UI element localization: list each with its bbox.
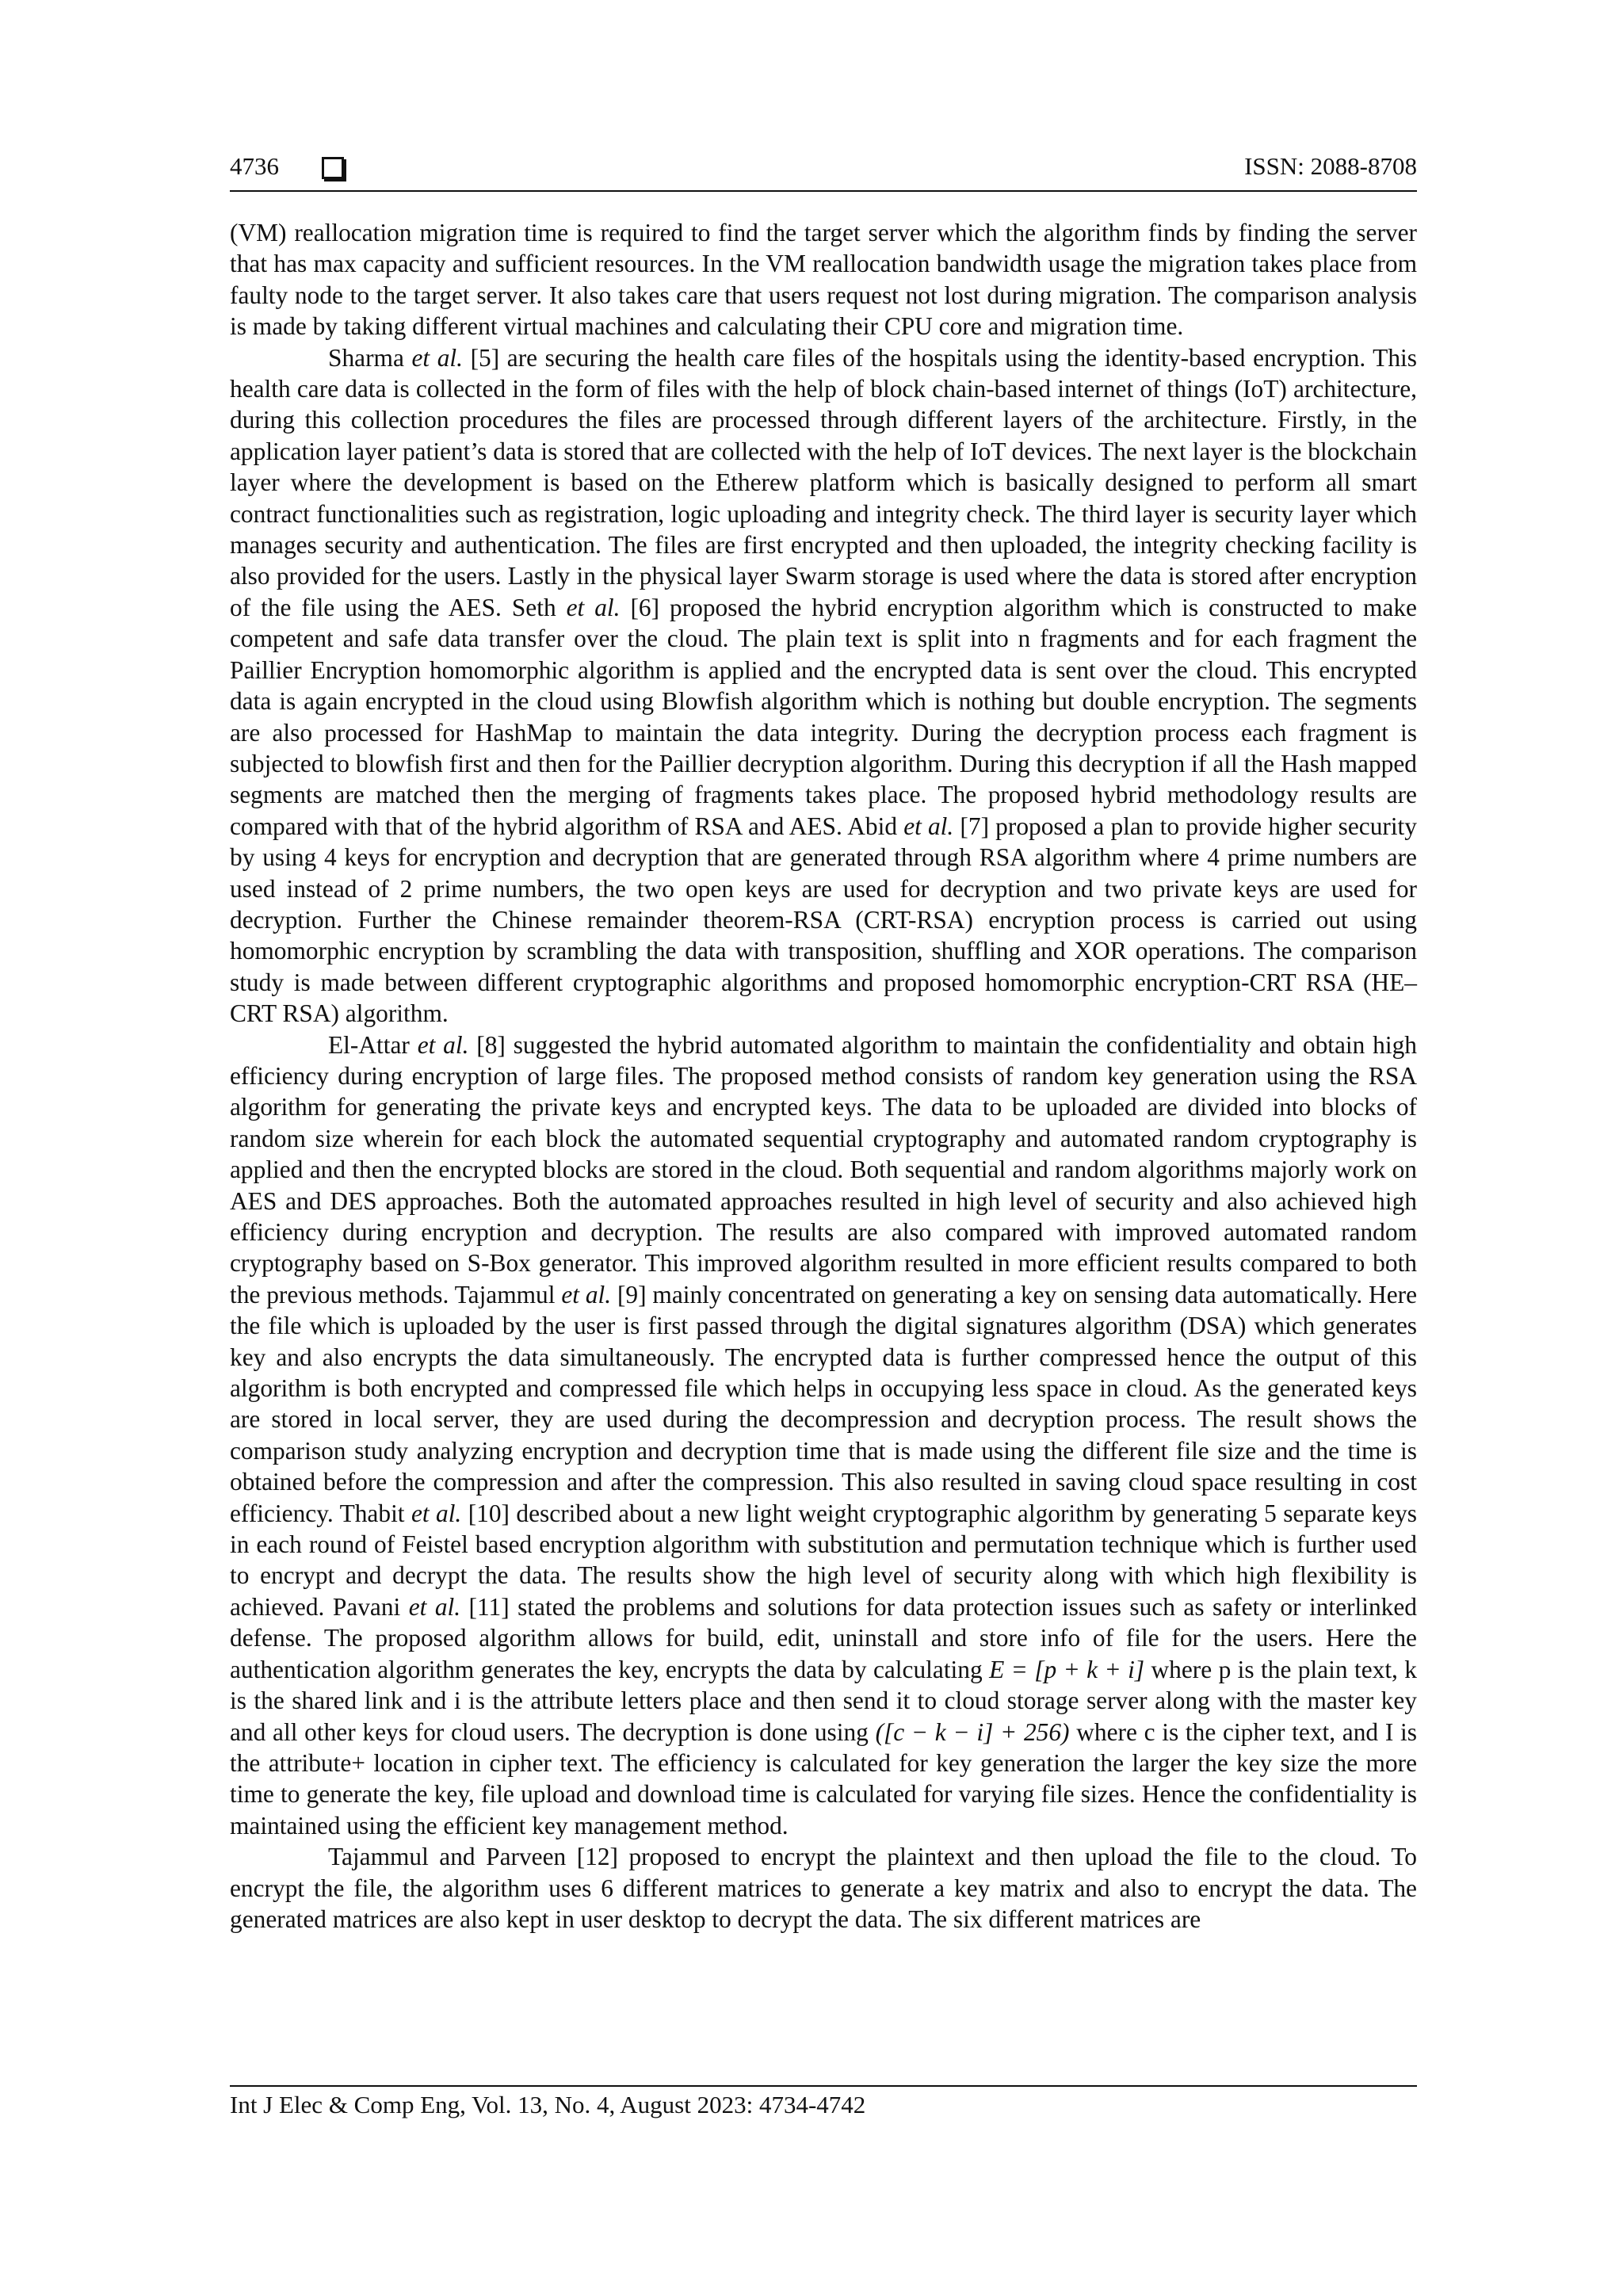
paragraph-4: Tajammul and Parveen [12] proposed to encrypt the plaintext and then upload the file to the cloud. To encrypt the file, the algorithm uses 6 different matrices to generate a key matrix and also to encrypt the data. The generated matrices are also kept in user desktop to decrypt the data. The six different matrices are	[230, 1843, 1417, 1933]
page-number: 4736	[230, 152, 279, 180]
text-run: [6] proposed the hybrid encryption algorithm which is constructed to make competent and safe data transfer over the cloud. The plain text is split into n fragments and for each fragment the Paillier Encryption homomorphic algorithm is applied and the encrypted data is sent over the cloud. This encrypted data is again encrypted in the cloud using Blowfish algorithm which is nothing but double encryption. The segments are also processed for HashMap to maintain the data integrity. During the decryption process each fragment is subjected to blowfish first and then for the Paillier decryption algorithm. During this decryption if all the Hash mapped segments are matched then the merging of fragments takes place. The proposed hybrid methodology results are compared with that of the hybrid algorithm of RSA and AES. Abid	[230, 593, 1417, 840]
footer-citation: Int J Elec & Comp Eng, Vol. 13, No. 4, August 2023: 4734-4742	[230, 2091, 866, 2118]
text-run: [9] mainly concentrated on generating a key on sensing data automatically. Here the file which is uploaded by the user is first passed through the digital signatures algorithm (DSA) which generates key and also encrypts the data simultaneously. The encrypted data is further compressed hence the output of this algorithm is both encrypted and compressed file which helps in occupying less space in cloud. As the generated keys are stored in local server, they are used during the decompression and decryption process. The result shows the comparison study analyzing encryption and decryption time that is made using the different file size and the time is obtained before the compression and after the compression. This also resulted in saving cloud space resulting in cost efficiency. Thabit	[230, 1280, 1418, 1527]
equation-decryption: ([c − k − i] + 256)	[875, 1717, 1070, 1746]
header-rule	[230, 190, 1417, 192]
et-al: et al.	[417, 1030, 469, 1059]
paragraph-3	[230, 1030, 1417, 1842]
et-al: et al.	[411, 1499, 462, 1527]
footer-rule	[230, 2085, 1417, 2087]
checkbox-square-icon	[322, 157, 344, 179]
text-run: [11] stated the problems and solutions for data protection issues such as safety or interlinked defense. The proposed algorithm allows for build, edit, uninstall and store info of file for the users. Here the authentication algorithm generates the key, encrypts the data by calculating	[230, 1592, 1417, 1683]
paragraph-1: (VM) reallocation migration time is required to find the target server which the algorithm finds by finding the server that has max capacity and sufficient resources. In the VM reallocation bandwidth usage the migration takes place from faulty node to the target server. It also takes care that users request not lost during migration. The comparison analysis is made by taking different virtual machines and calculating their CPU core and migration time.	[230, 219, 1417, 341]
text-run: El-Attar	[328, 1030, 418, 1059]
paragraph-2	[230, 342, 1417, 1030]
text-run: [7] proposed a plan to provide higher security by using 4 keys for encryption and decryption that are generated through RSA algorithm where 4 prime numbers are used instead of 2 prime numbers, the two open keys are used for decryption and two private keys are used for decryption. Further the Chinese remainder theorem-RSA (CRT-RSA) encryption process is carried out using homomorphic encryption by scrambling the data with transposition, shuffling and XOR operations. The comparison study is made between different cryptographic algorithms and proposed homomorphic encryption-CRT RSA (HE–CRT RSA) algorithm.	[230, 812, 1417, 1028]
text-run: [5] are securing the health care files of the hospitals using the identity-based encryption. This health care data is collected in the form of files with the help of block chain-based internet of things (IoT) architecture, during this collection procedures the files are processed through different layers of the architecture. Firstly, in the application layer patient’s data is stored that are collected with the help of IoT devices. The next layer is the blockchain layer where the development is based on the Etherew platform which is basically designed to perform all smart contract functionalities such as registration, logic uploading and integrity check. The third layer is security layer which manages security and authentication. The files are first encrypted and then uploaded, the integrity checking facility is also provided for the users. Lastly in the physical layer Swarm storage is used where the data is stored after encryption of the file using the AES. Seth	[230, 343, 1417, 621]
et-al: et al.	[566, 593, 621, 621]
text-run: where p is the plain text, k is the shared link and i is the attribute letters place and then send it to cloud storage server along with the master key and all other keys for cloud users. The decryption is done using	[230, 1655, 1418, 1746]
article-body	[230, 217, 1417, 1935]
text-run: [10] described about a new light weight cryptographic algorithm by generating 5 separate keys in each round of Feistel based encryption algorithm with substitution and permutation technique which is further used to encrypt and decrypt the data. The results show the high level of security along with which high flexibility is achieved. Pavani	[230, 1499, 1417, 1621]
running-header	[230, 152, 1417, 189]
text-run: Sharma	[328, 343, 404, 372]
et-al: et al.	[411, 343, 463, 372]
equation-encryption: E = [p + k + i]	[989, 1655, 1145, 1683]
et-al: et al.	[408, 1592, 461, 1621]
issn-label: ISSN: 2088-8708	[1244, 152, 1417, 180]
et-al: et al.	[561, 1280, 612, 1308]
text-run: where c is the cipher text, and I is the attribute+ location in cipher text. The efficiency is calculated for key generation the larger the key size the more time to generate the key, file upload and download time is calculated for varying file sizes. Hence the confidentiality is maintained using the efficient key management method.	[230, 1717, 1417, 1839]
et-al: et al.	[903, 812, 954, 840]
text-run: [8] suggested the hybrid automated algorithm to maintain the confidentiality and obtain high efficiency during encryption of large files. The proposed method consists of random key generation using the RSA algorithm for generating the private keys and encrypted keys. The data to be uploaded are divided into blocks of random size wherein for each block the automated sequential cryptography and automated random cryptography is applied and then the encrypted blocks are stored in the cloud. Both sequential and random algorithms majorly work on AES and DES approaches. Both the automated approaches resulted in high level of security and also achieved high efficiency during encryption and decryption. The results are also compared with improved automated random cryptography based on S-Box generator. This improved algorithm resulted in more efficient results compared to both the previous methods. Tajammul	[230, 1030, 1417, 1308]
